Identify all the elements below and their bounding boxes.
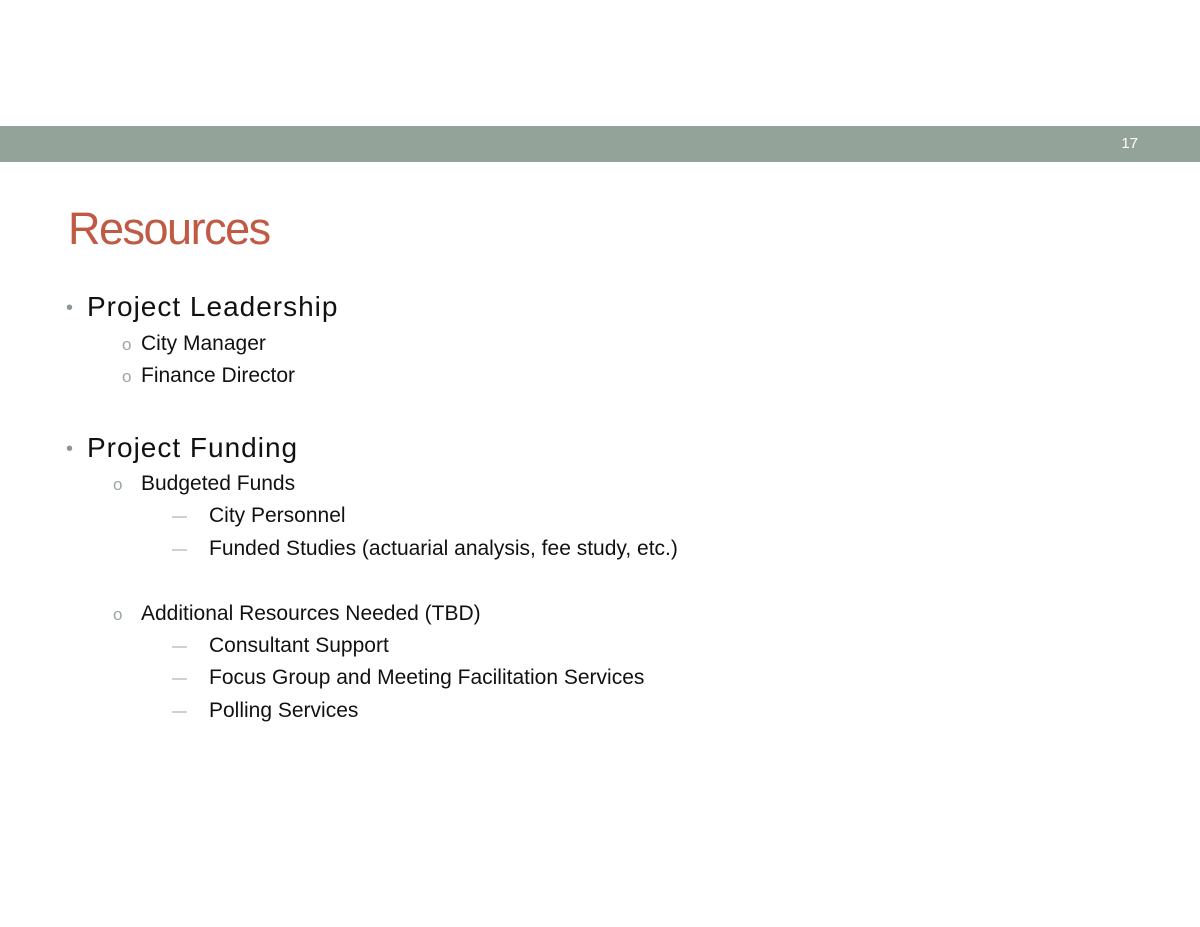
bullet-dash-icon: —	[172, 508, 187, 525]
section-heading-leadership: Project Leadership	[87, 291, 339, 322]
section-heading-funding: Project Funding	[87, 432, 299, 463]
group-label-additional: Additional Resources Needed (TBD)	[141, 602, 481, 625]
list-item: City Manager	[141, 332, 266, 355]
slide-number: 17	[1121, 135, 1138, 152]
group-label-budgeted: Budgeted Funds	[141, 472, 296, 495]
bullet-dash-icon: —	[172, 670, 187, 687]
bullet-circle-icon: o	[113, 605, 123, 624]
list-item: Focus Group and Meeting Facilitation Services	[209, 666, 645, 689]
list-item: City Personnel	[209, 504, 346, 527]
slide-title: Resources	[68, 203, 270, 254]
bullet-dash-icon: —	[172, 638, 187, 655]
bullet-circle-icon: o	[122, 335, 132, 354]
header-bar	[0, 126, 1200, 162]
bullet-dot-icon: •	[66, 297, 74, 319]
list-item: Finance Director	[141, 364, 296, 387]
bullet-dash-icon: —	[172, 703, 187, 720]
list-item: Polling Services	[209, 699, 359, 722]
bullet-dash-icon: —	[172, 541, 187, 558]
list-item: Consultant Support	[209, 634, 389, 657]
bullet-circle-icon: o	[113, 475, 123, 494]
bullet-circle-icon: o	[122, 367, 132, 386]
list-item: Funded Studies (actuarial analysis, fee study, etc.)	[209, 537, 678, 560]
bullet-dot-icon: •	[66, 438, 74, 460]
